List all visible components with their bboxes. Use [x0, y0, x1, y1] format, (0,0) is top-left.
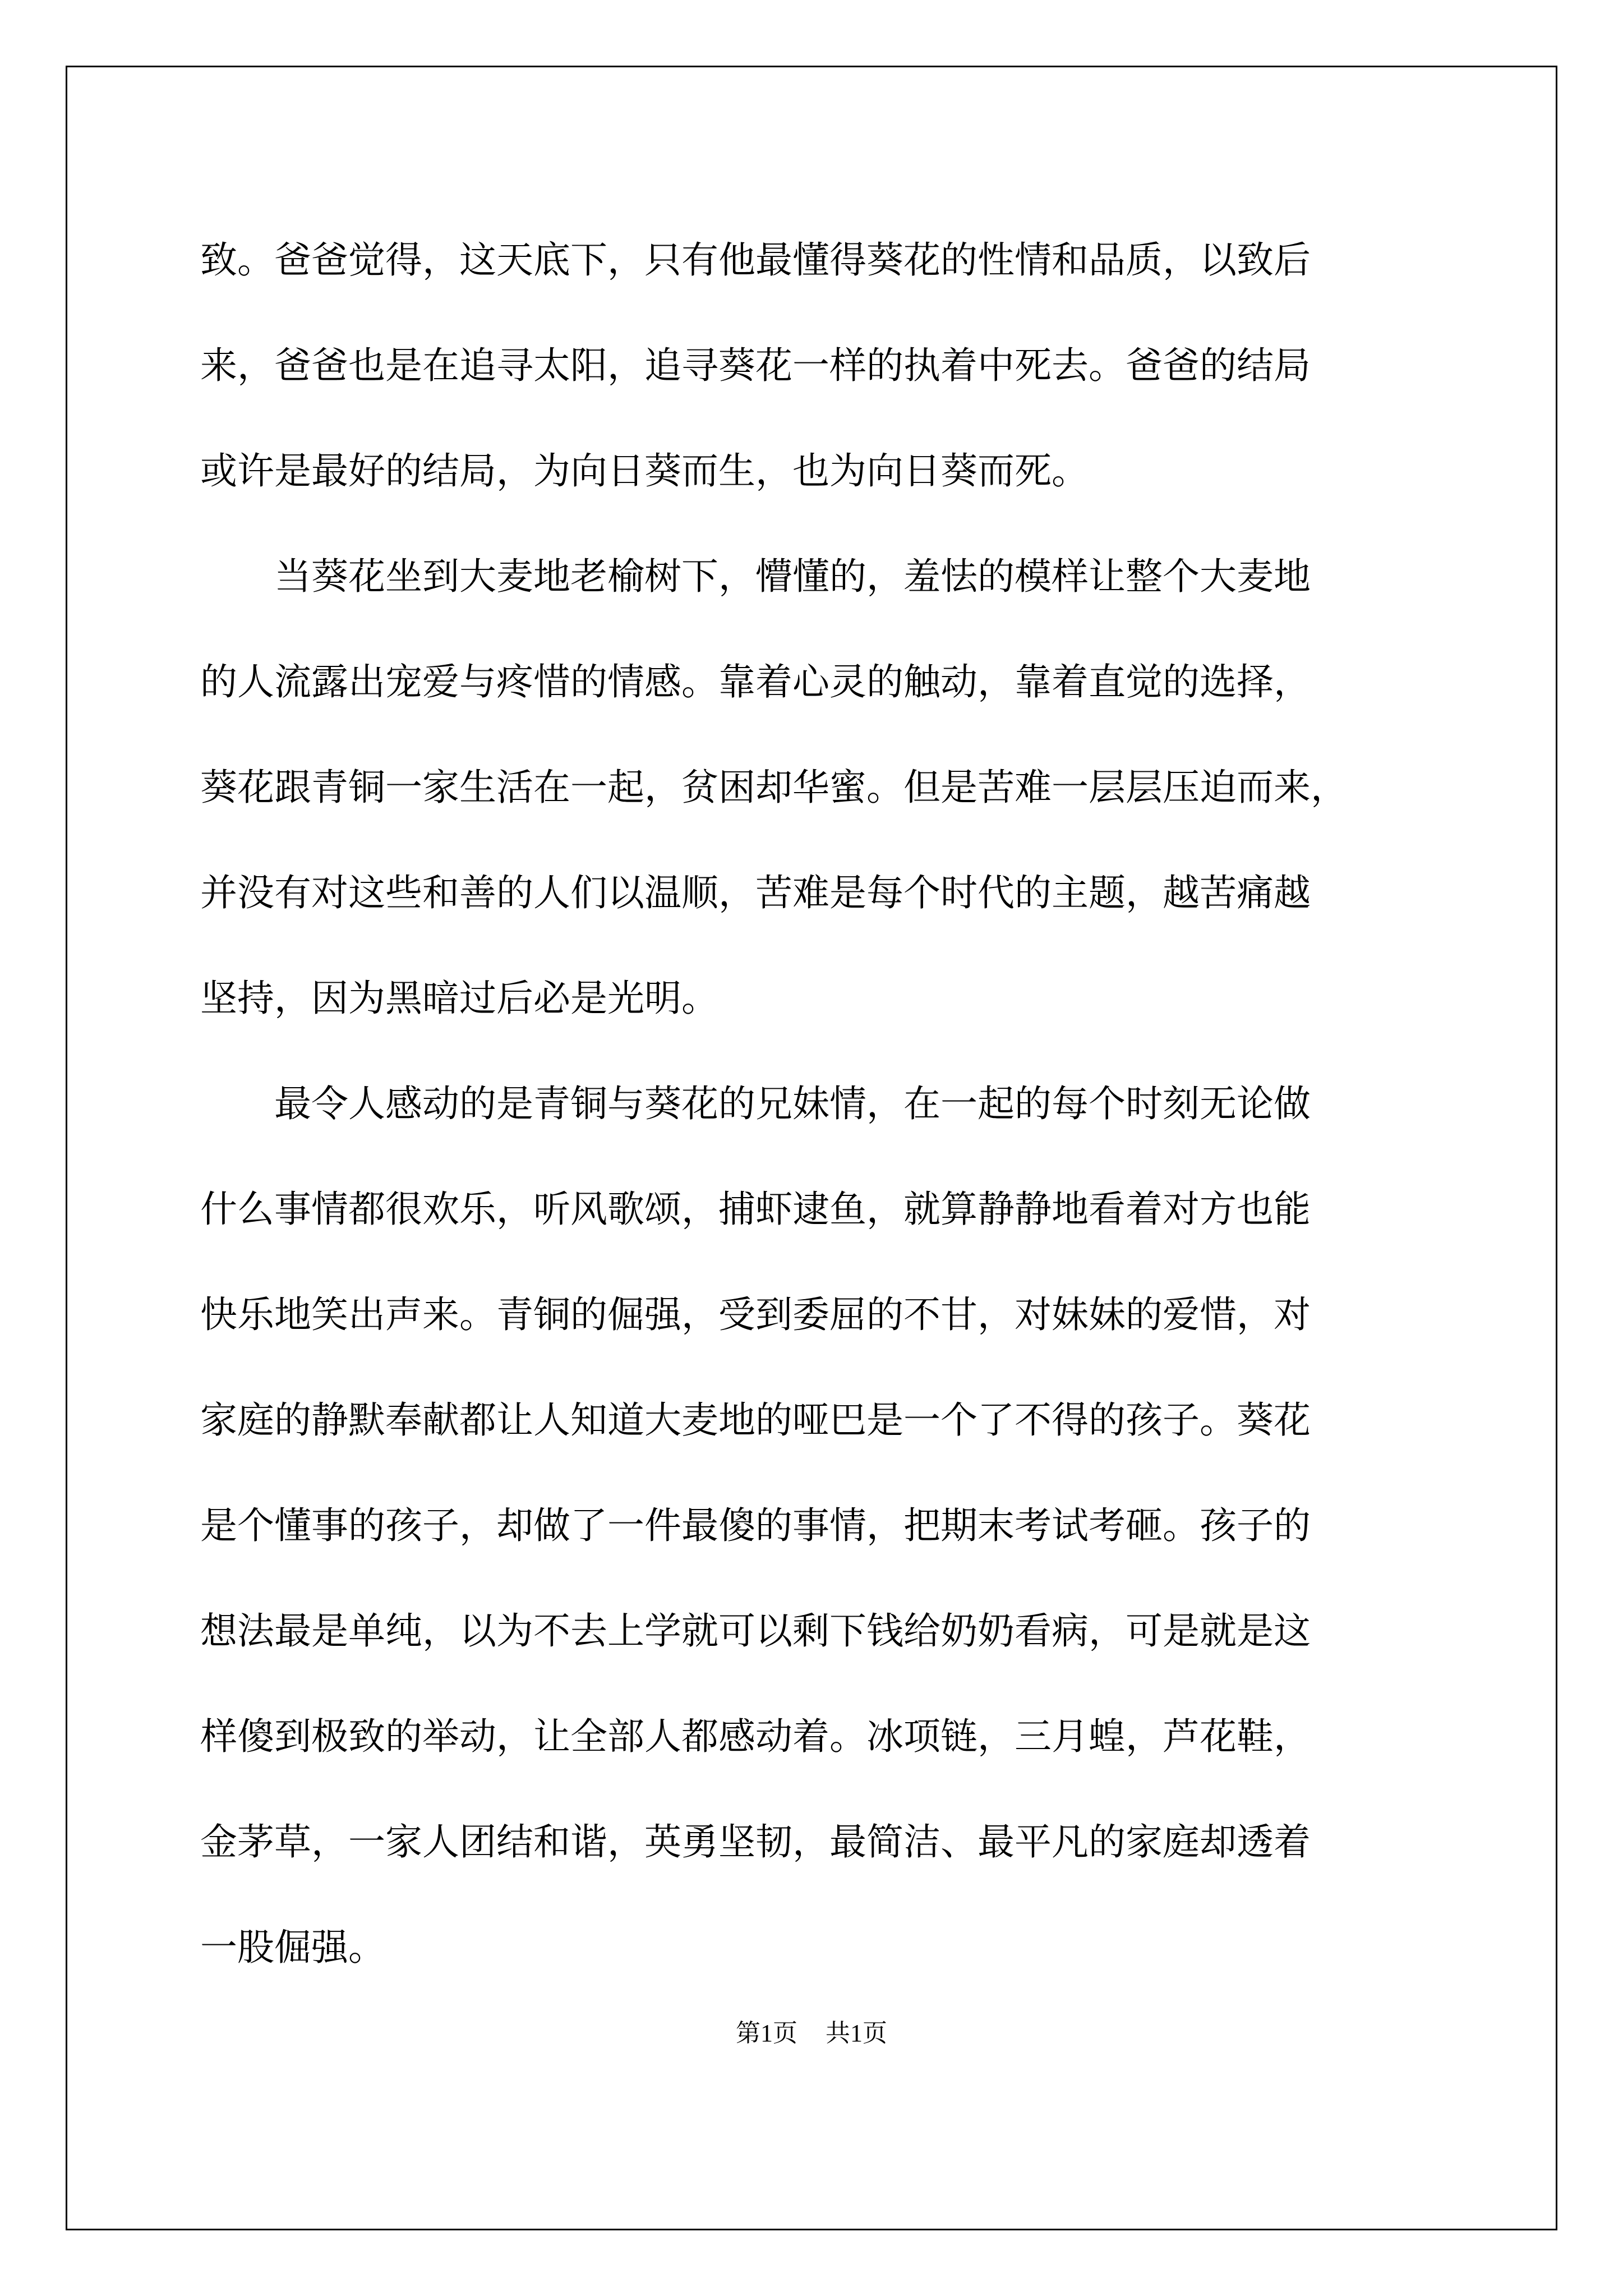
- page-number-label: 第1页: [736, 2019, 797, 2047]
- paragraph-3-line-3: 快乐地笑出声来。青铜的倔强，受到委屈的不甘，对妹妹的爱惜，对: [200, 1293, 1311, 1336]
- paragraph-2-line-1: 当葵花坐到大麦地老榆树下，懵懂的，羞怯的模样让整个大麦地: [274, 555, 1311, 598]
- page-footer: [0, 2017, 1623, 2050]
- paragraph-1-line-3: 或许是最好的结局，为向日葵而生，也为向日葵而死。: [200, 449, 1089, 493]
- paragraph-1-line-2: 来，爸爸也是在追寻太阳，追寻葵花一样的执着中死去。爸爸的结局: [200, 344, 1311, 387]
- paragraph-3-line-2: 什么事情都很欢乐，听风歌颂，捕虾逮鱼，就算静静地看着对方也能: [200, 1188, 1311, 1231]
- paragraph-2-line-2: 的人流露出宠爱与疼惜的情感。靠着心灵的触动，靠着直觉的选择，: [200, 660, 1311, 703]
- paragraph-1-line-1: 致。爸爸觉得，这天底下，只有他最懂得葵花的性情和品质，以致后: [200, 238, 1311, 282]
- paragraph-2: [200, 524, 1434, 1051]
- paragraph-3: [200, 1051, 1434, 2000]
- page-total-label: 共1页: [826, 2019, 887, 2047]
- paragraph-2-line-3: 葵花跟青铜一家生活在一起，贫困却华蜜。但是苦难一层层压迫而来，: [200, 766, 1348, 809]
- paragraph-2-line-5: 坚持，因为黑暗过后必是光明。: [200, 977, 718, 1020]
- paragraph-3-line-9: 一股倔强。: [200, 1926, 385, 1969]
- paragraph-2-line-4: 并没有对这些和善的人们以温顺，苦难是每个时代的主题，越苦痛越: [200, 871, 1311, 914]
- paragraph-1: [200, 208, 1434, 524]
- paragraph-3-line-5: 是个懂事的孩子，却做了一件最傻的事情，把期末考试考砸。孩子的: [200, 1504, 1311, 1547]
- paragraph-3-line-4: 家庭的静默奉献都让人知道大麦地的哑巴是一个了不得的孩子。葵花: [200, 1398, 1311, 1442]
- document-body: [200, 208, 1434, 2000]
- paragraph-3-line-1: 最令人感动的是青铜与葵花的兄妹情，在一起的每个时刻无论做: [274, 1082, 1311, 1125]
- paragraph-3-line-6: 想法最是单纯，以为不去上学就可以剩下钱给奶奶看病，可是就是这: [200, 1609, 1311, 1653]
- paragraph-3-line-8: 金茅草，一家人团结和谐，英勇坚韧，最简洁、最平凡的家庭却透着: [200, 1820, 1311, 1864]
- paragraph-3-line-7: 样傻到极致的举动，让全部人都感动着。冰项链，三月蝗，芦花鞋，: [200, 1715, 1311, 1758]
